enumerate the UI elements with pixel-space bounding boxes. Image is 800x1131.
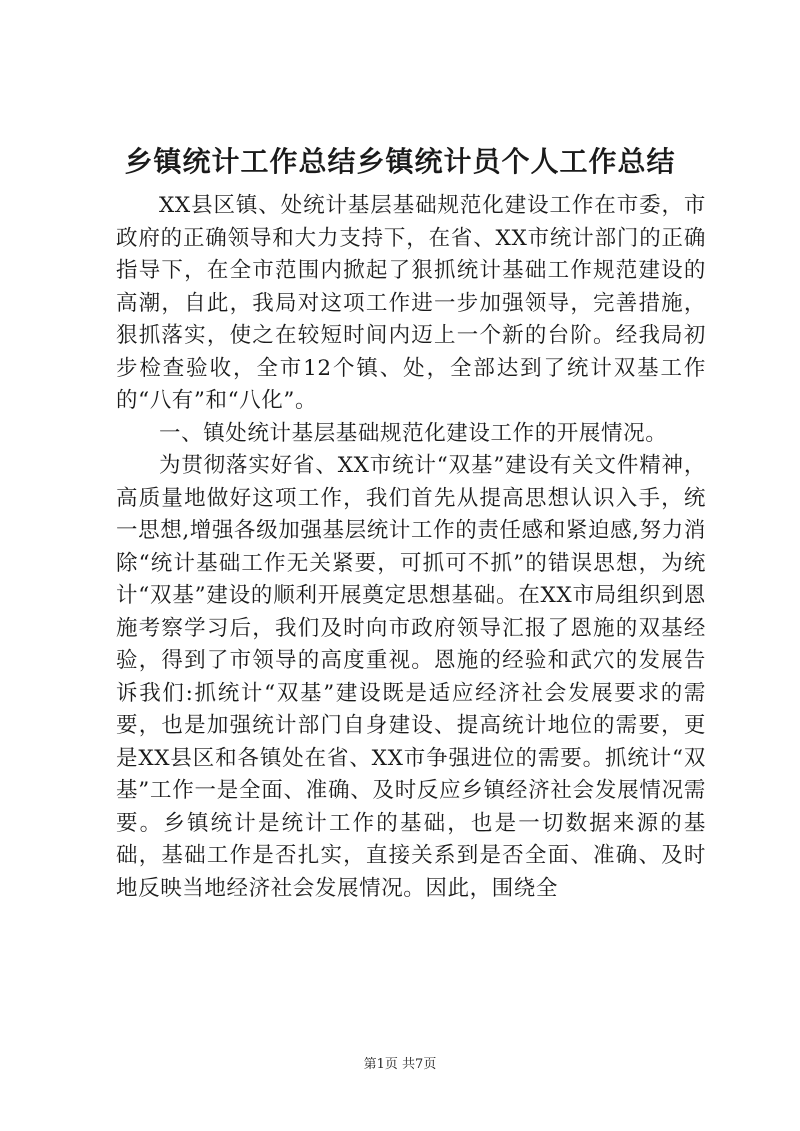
- paragraph-body: 为贯彻落实好省、XX市统计“双基”建设有关文件精神，高质量地做好这项工作，我们首先从提高思想认识入手，统一思想,增强各级加强基层统计工作的责任感和紧迫感,努力消除“统计基础工作无关紧要，可抓可不抓”的错误思想，为统计“双基”建设的顺利开展奠定思想基础。在XX市局组织到恩施考察学习后，我们及时向市政府领导汇报了恩施的双基经验，得到了市领导的高度重视。恩施的经验和武穴的发展告诉我们:抓统计“双基”建设既是适应经济社会发展要求的需要，也是加强统计部门自身建设、提高统计地位的需要，更是XX县区和各镇处在省、XX市争强进位的需要。抓统计“双基”工作一是全面、准确、及时反应乡镇经济社会发展情况需要。乡镇统计是统计工作的基础，也是一切数据来源的基础，基础工作是否扎实，直接关系到是否全面、准确、及时地反映当地经济社会发展情况。因此，围绕全: [116, 453, 706, 901]
- document-body: [116, 190, 706, 905]
- document-title: 乡镇统计工作总结乡镇统计员个人工作总结: [124, 145, 676, 178]
- paragraph-intro: XX县区镇、处统计基层基础规范化建设工作在市委，市政府的正确领导和大力支持下，在省、XX市统计部门的正确指导下，在全市范围内掀起了狠抓统计基础工作规范建设的高潮，自此，我局对这项工作进一步加强领导，完善措施，狠抓落实，使之在较短时间内迈上一个新的台阶。经我局初步检查验收，全市12个镇、处，全部达到了统计双基工作的“八有”和“八化”。: [116, 193, 706, 413]
- page-footer: 第1页 共7页: [363, 1057, 437, 1072]
- section-heading-1: 一、镇处统计基层基础规范化建设工作的开展情况。: [159, 420, 668, 446]
